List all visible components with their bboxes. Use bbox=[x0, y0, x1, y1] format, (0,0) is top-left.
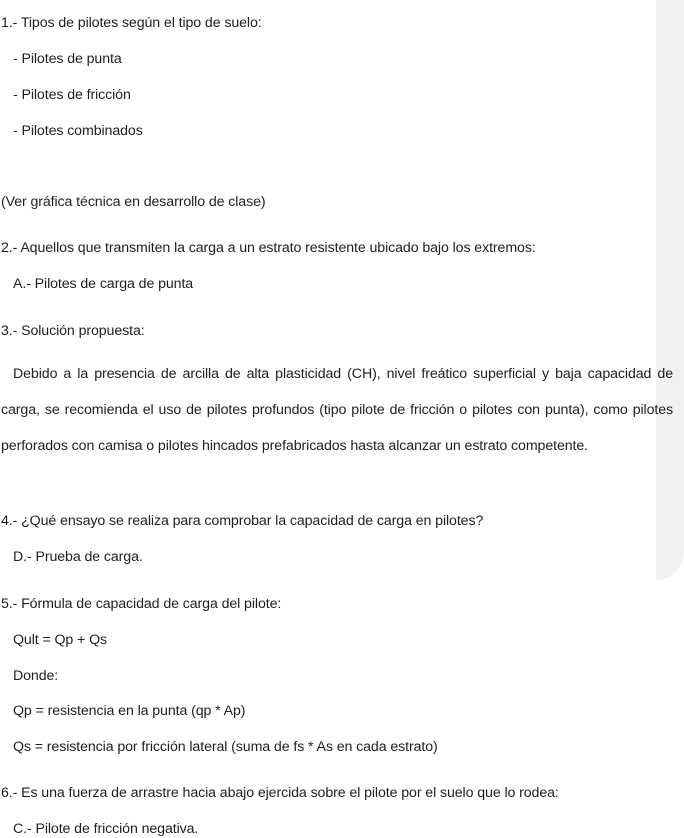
q1-item-tip-piles: - Pilotes de punta bbox=[13, 51, 122, 67]
formula-qult: Qult = Qp + Qs bbox=[13, 632, 108, 648]
question-6-answer: C.- Pilote de fricción negativa. bbox=[13, 821, 199, 837]
q1-item-friction-piles: - Pilotes de fricción bbox=[13, 87, 131, 103]
question-2-title: 2.- Aquellos que transmiten la carga a un estrato resistente ubicado bajo los extremos: bbox=[1, 240, 536, 256]
definition-qs: Qs = resistencia por fricción lateral (suma de fs * As en cada estrato) bbox=[13, 739, 438, 755]
question-3-paragraph: Debido a la presencia de arcilla de alta plasticidad (CH), nivel freático superficial y baja capacidad de carga, se recomienda el uso de pilotes profundos (tipo pilote de fricción o pilotes con punta), como pilotes perforados con camisa o pilotes hincados prefabricados hasta alcanzar un estrato competente. bbox=[1, 366, 673, 454]
q1-item-combined-piles: - Pilotes combinados bbox=[13, 123, 143, 139]
question-2-answer: A.- Pilotes de carga de punta bbox=[13, 276, 194, 292]
question-4-title: 4.- ¿Qué ensayo se realiza para comprobar la capacidad de carga en pilotes? bbox=[1, 513, 484, 529]
q1-note: (Ver gráfica técnica en desarrollo de clase) bbox=[1, 194, 266, 210]
where-label: Donde: bbox=[13, 668, 59, 684]
definition-qp: Qp = resistencia en la punta (qp * Ap) bbox=[13, 703, 246, 719]
question-1-title: 1.- Tipos de pilotes según el tipo de suelo: bbox=[1, 15, 262, 31]
question-6-title: 6.- Es una fuerza de arrastre hacia abajo ejercida sobre el pilote por el suelo que lo rodea: bbox=[1, 785, 559, 801]
question-4-answer: D.- Prueba de carga. bbox=[13, 549, 143, 565]
question-3-title: 3.- Solución propuesta: bbox=[1, 323, 145, 339]
question-5-title: 5.- Fórmula de capacidad de carga del pilote: bbox=[1, 596, 282, 612]
